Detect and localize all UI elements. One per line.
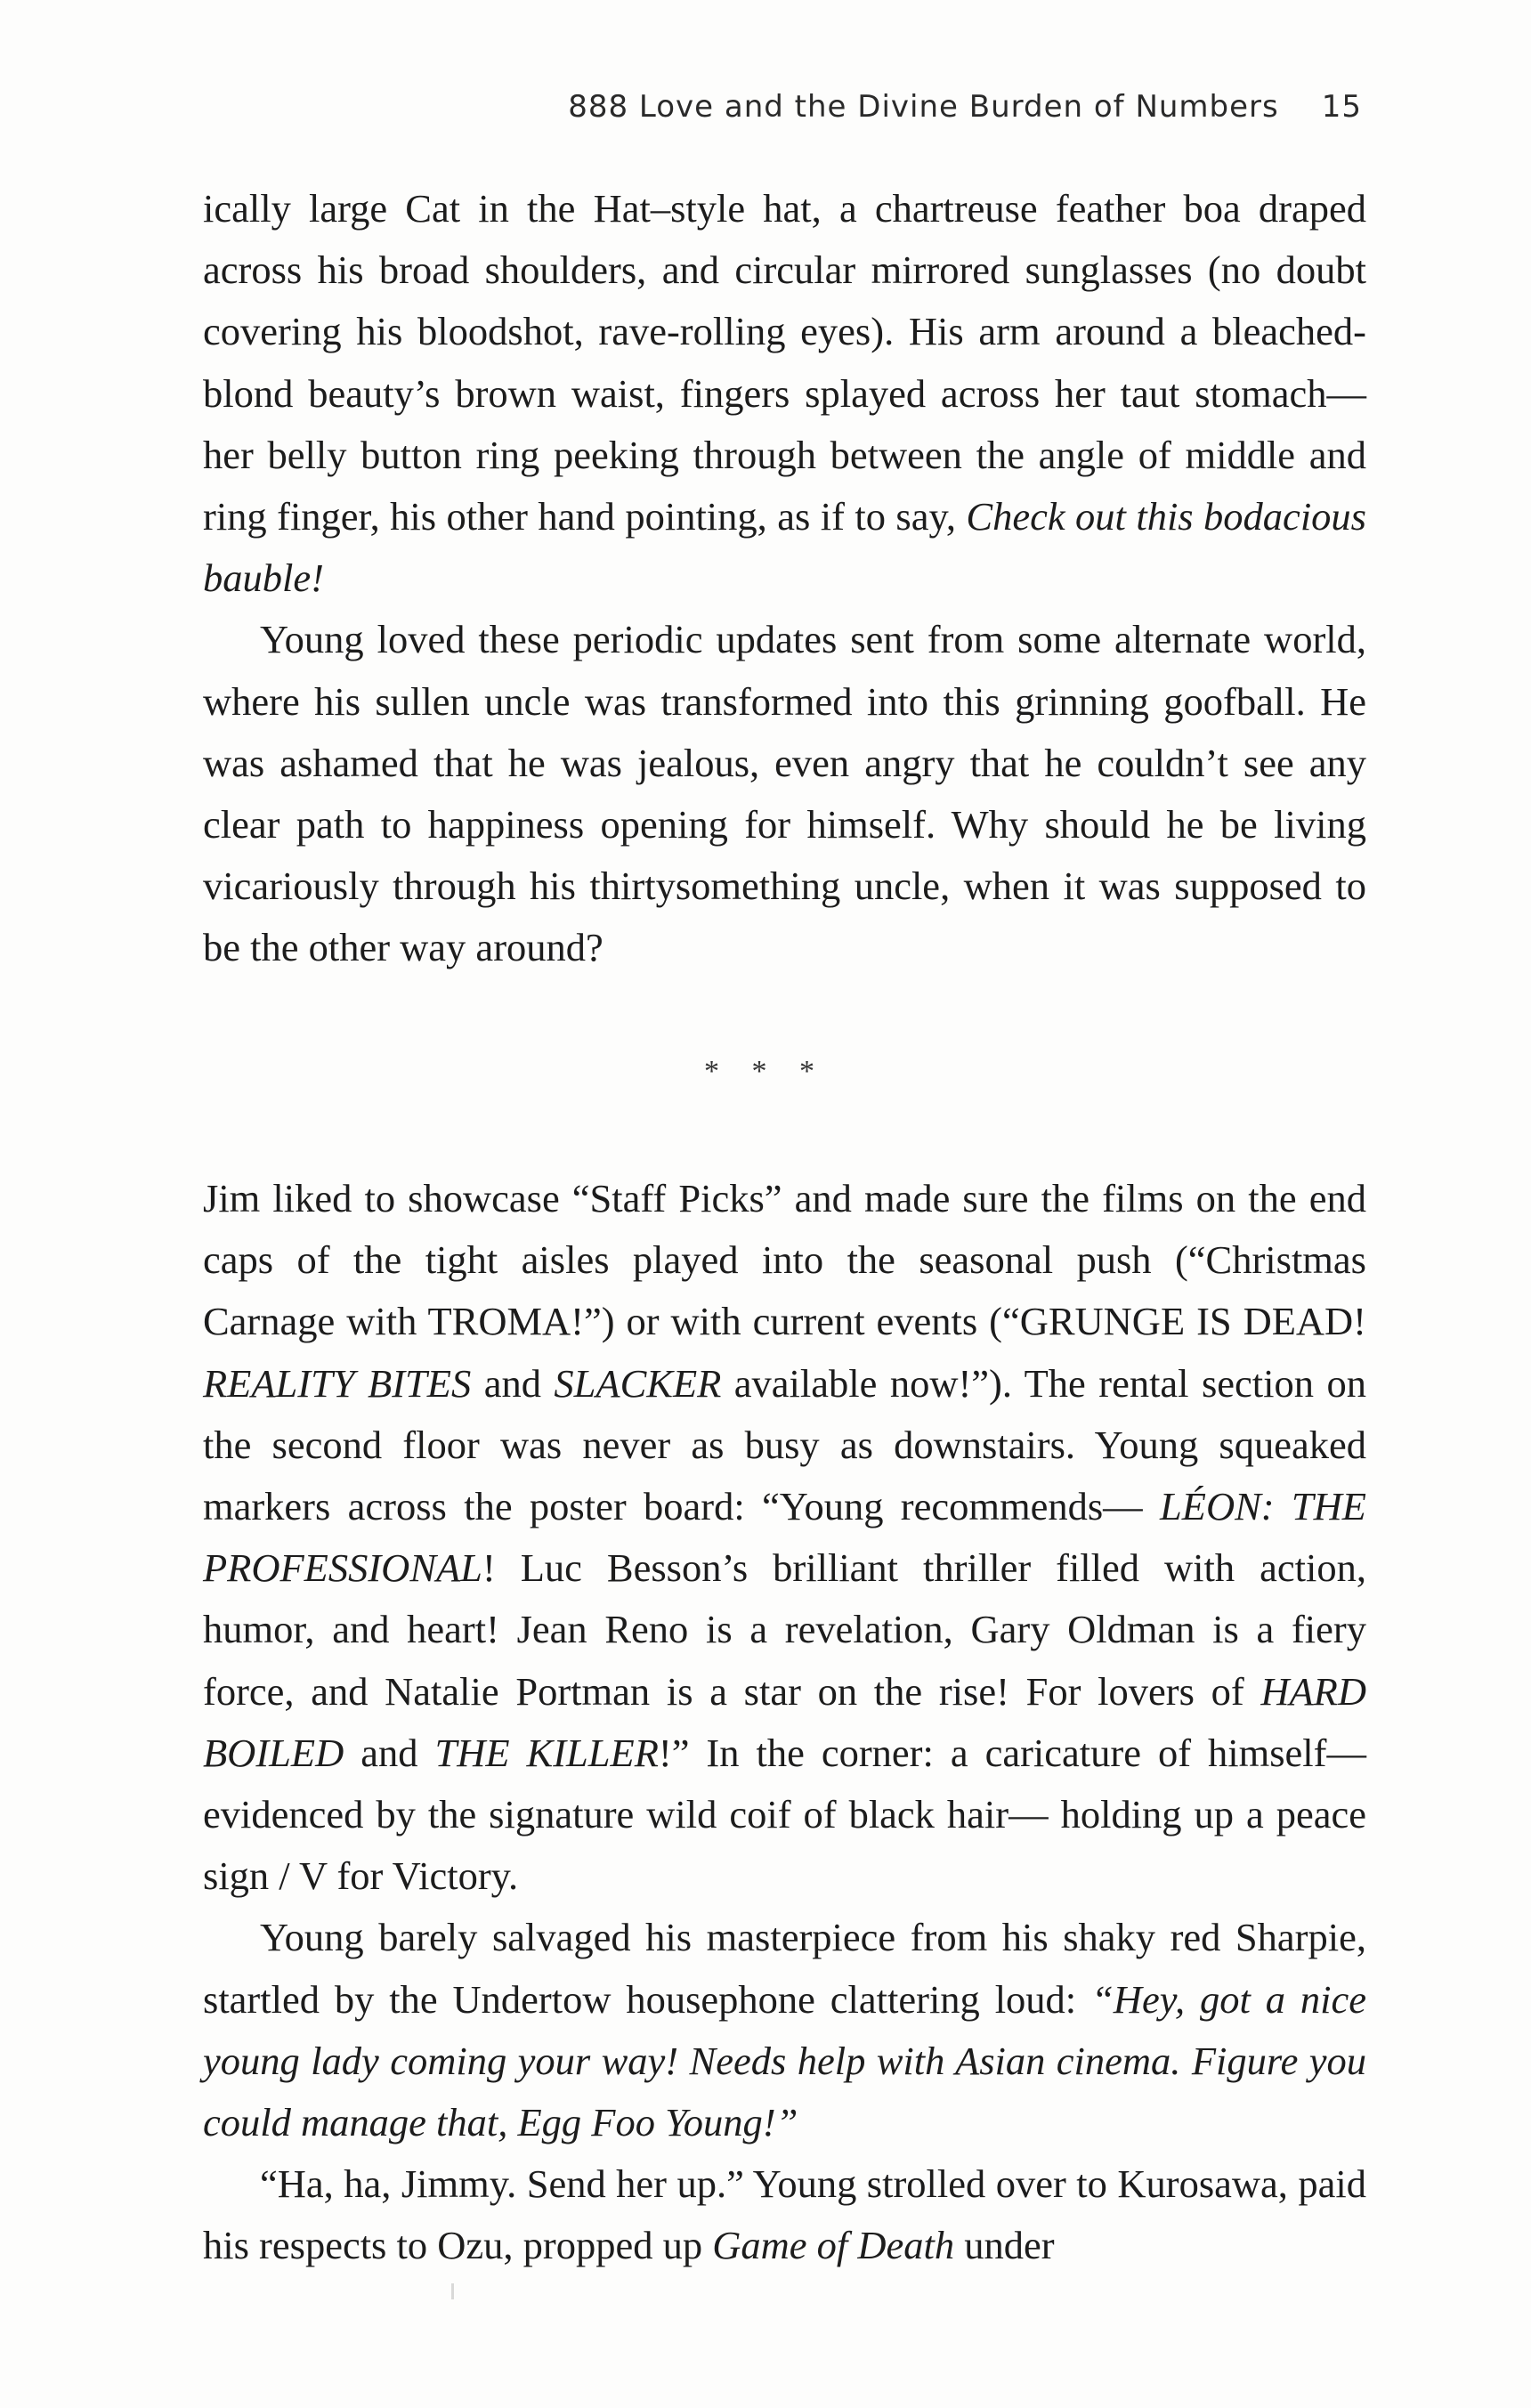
italic-run: Check out this bodacious bauble! — [203, 494, 1366, 601]
text-run: Jim liked to showcase “Staff Picks” and made sure the films on the end caps of the tight aisles played into the seasonal push (“Christmas Carnage with TROMA!”) or with current events (“GRUNGE IS DEAD! — [203, 1176, 1366, 1344]
text-run: and — [471, 1360, 555, 1406]
text-run: Young barely salvaged his masterpiece from his shaky red Sharpie, startled by the Undertow housephone clattering loud: — [203, 1915, 1366, 2022]
paragraph — [203, 1168, 1366, 1907]
text-run: Young loved these periodic updates sent from some alternate world, where his sullen uncle was transformed into this grinning goofball. He was ashamed that he was jealous, even angry that he couldn’t see any clear path to happiness opening for himself. Why should he be living vicariously through his thirtysomething uncle, when it was supposed to be the other way around? — [203, 617, 1366, 970]
running-head-title: 888 Love and the Divine Burden of Numbers — [568, 89, 1279, 125]
text-run: and — [344, 1730, 435, 1775]
text-run: available now!”). The rental section on the second floor was never as busy as downstairs. Young squeaked markers across the poster board: “Young recommends— — [203, 1360, 1366, 1529]
italic-run: THE KILLER — [434, 1730, 659, 1775]
italic-run: HARD BOILED — [203, 1668, 1366, 1775]
text-run: “Ha, ha, Jimmy. Send her up.” Young strolled over to Kurosawa, paid his respects to Ozu, propped up — [203, 2161, 1366, 2268]
page-number: 15 — [1321, 89, 1362, 125]
text-run: ! Luc Besson’s brilliant thriller filled with action, humor, and heart! Jean Reno is a revelation, Gary Oldman is a fiery force, and Natalie Portman is a star on the rise! For lovers of — [203, 1545, 1366, 1714]
italic-run: LÉON: THE PROFESSIONAL — [203, 1484, 1366, 1591]
text-block-after-break — [203, 1168, 1366, 2277]
italic-run: Game of Death — [712, 2223, 955, 2268]
paragraph — [203, 2153, 1366, 2276]
running-head — [568, 89, 1362, 125]
italic-run: REALITY BITES — [203, 1360, 472, 1406]
text-run: under — [954, 2223, 1055, 2268]
scene-break: * * * — [704, 1055, 827, 1088]
text-run: !” In the corner: a caricature of himself—evidenced by the signature wild coif of black hair— holding up a peace sign / V for Victory. — [203, 1730, 1366, 1899]
paragraph — [203, 609, 1366, 978]
paragraph — [203, 178, 1366, 609]
scan-speck — [451, 2283, 454, 2299]
text-run: ically large Cat in the Hat–style hat, a chartreuse feather boa draped across his broad shoulders, and circular mirrored sunglasses (no doubt covering his bloodshot, rave-rolling eyes). His arm around a bleached-blond beauty’s brown waist, fingers splayed across her taut stomach—her belly button ring peeking through between the angle of middle and ring finger, his other hand pointing, as if to say, — [203, 186, 1366, 539]
paragraph — [203, 1907, 1366, 2153]
italic-run: “Hey, got a nice young lady coming your way! Needs help with Asian cinema. Figure you could manage that, Egg Foo Young!” — [203, 1976, 1366, 2145]
italic-run: SLACKER — [554, 1360, 722, 1406]
text-block-before-break — [203, 178, 1366, 979]
